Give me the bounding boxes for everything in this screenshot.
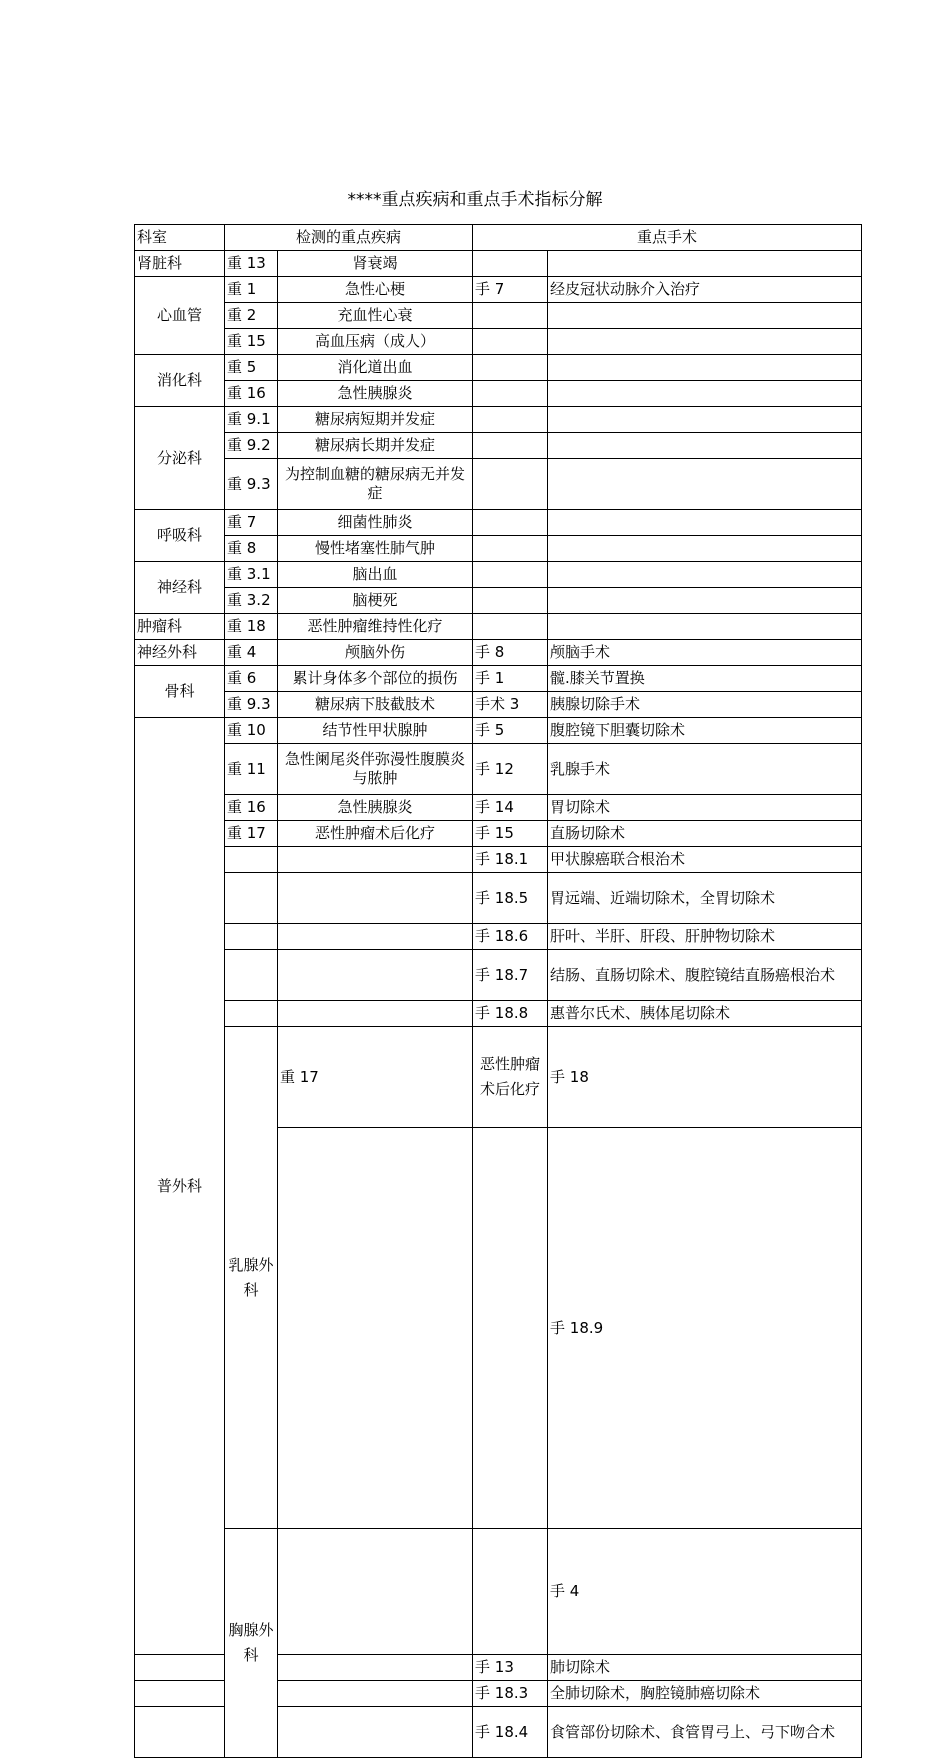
table-row <box>135 666 862 692</box>
surgery-code-cell: 手 1 <box>473 666 548 692</box>
table-row <box>135 795 862 821</box>
disease-code-cell: 重 11 <box>225 744 278 795</box>
surgery-code-cell <box>473 381 548 407</box>
disease-name-cell: 肾衰竭 <box>278 251 473 277</box>
surgery-code-cell <box>473 355 548 381</box>
disease-name-cell: 糖尿病下肢截肢术 <box>278 692 473 718</box>
table-row <box>135 588 862 614</box>
disease-name-cell <box>278 950 473 1001</box>
disease-code-cell: 重 9.1 <box>225 407 278 433</box>
surgery-name-cell <box>548 329 862 355</box>
dept-cell: 肾脏科 <box>135 251 225 277</box>
surgery-name-cell: 胃远端、近端切除术，全胃切除术 <box>548 873 862 924</box>
disease-code-cell <box>225 950 278 1001</box>
table-row <box>135 433 862 459</box>
surgery-code-cell: 手 4 <box>548 1529 862 1655</box>
disease-name-cell <box>473 1128 548 1529</box>
surgery-name-cell <box>548 381 862 407</box>
table-row <box>135 1529 862 1655</box>
table-row <box>135 1027 862 1128</box>
table-row <box>135 562 862 588</box>
table-row <box>135 329 862 355</box>
dept-cell: 骨科 <box>135 666 225 718</box>
disease-name-cell <box>278 1001 473 1027</box>
header-surgery: 重点手术 <box>473 225 862 251</box>
surgery-name-cell <box>548 588 862 614</box>
table-row <box>135 303 862 329</box>
disease-name-cell <box>278 1681 473 1707</box>
disease-name-cell: 脑出血 <box>278 562 473 588</box>
dept-cell: 普外科 <box>135 718 225 1655</box>
surgery-code-cell <box>473 329 548 355</box>
disease-code-cell: 重 9.2 <box>225 433 278 459</box>
surgery-code-cell: 手 18 <box>548 1027 862 1128</box>
dept-cell: 分泌科 <box>135 407 225 510</box>
dept-cell: 神经外科 <box>135 640 225 666</box>
table-row <box>135 821 862 847</box>
table-row <box>135 744 862 795</box>
disease-name-cell: 慢性堵塞性肺气肿 <box>278 536 473 562</box>
table-row <box>135 251 862 277</box>
surgery-name-cell: 乳腺手术 <box>548 744 862 795</box>
surgery-code-cell <box>473 588 548 614</box>
disease-name-cell: 累计身体多个部位的损伤 <box>278 666 473 692</box>
table-row <box>135 355 862 381</box>
surgery-name-cell: 全肺切除术，胸腔镜肺癌切除术 <box>548 1681 862 1707</box>
disease-name-cell: 糖尿病长期并发症 <box>278 433 473 459</box>
surgery-name-cell: 食管部份切除术、食管胃弓上、弓下吻合术 <box>548 1707 862 1758</box>
disease-name-cell: 高血压病（成人） <box>278 329 473 355</box>
surgery-code-cell: 手 18.8 <box>473 1001 548 1027</box>
surgery-code-cell: 手 18.1 <box>473 847 548 873</box>
dept-cell: 神经科 <box>135 562 225 614</box>
surgery-code-cell: 手 18.6 <box>473 924 548 950</box>
header-dept: 科室 <box>135 225 225 251</box>
disease-code-cell: 重 17 <box>278 1027 473 1128</box>
disease-name-cell <box>278 873 473 924</box>
disease-code-cell: 重 1 <box>225 277 278 303</box>
disease-name-cell: 急性阑尾炎伴弥漫性腹膜炎与脓肿 <box>278 744 473 795</box>
surgery-name-cell <box>548 510 862 536</box>
table-row <box>135 950 862 1001</box>
surgery-name-cell: 惠普尔氏术、胰体尾切除术 <box>548 1001 862 1027</box>
disease-name-cell <box>278 847 473 873</box>
header-row <box>135 225 862 251</box>
surgery-name-cell: 肝叶、半肝、肝段、肝肿物切除术 <box>548 924 862 950</box>
disease-name-cell <box>473 1529 548 1655</box>
surgery-code-cell <box>473 536 548 562</box>
table-row <box>135 614 862 640</box>
surgery-code-cell: 手 18.4 <box>473 1707 548 1758</box>
disease-code-cell: 重 3.2 <box>225 588 278 614</box>
surgery-code-cell <box>473 303 548 329</box>
surgery-name-cell: 甲状腺癌联合根治术 <box>548 847 862 873</box>
surgery-name-cell: 髋.膝关节置换 <box>548 666 862 692</box>
dept-cell: 心血管 <box>135 277 225 355</box>
surgery-name-cell: 结肠、直肠切除术、腹腔镜结直肠癌根治术 <box>548 950 862 1001</box>
table-row <box>135 1001 862 1027</box>
disease-code-cell: 重 16 <box>225 795 278 821</box>
disease-code-cell: 重 4 <box>225 640 278 666</box>
disease-name-cell: 急性胰腺炎 <box>278 381 473 407</box>
table-row <box>135 459 862 510</box>
disease-code-cell: 重 8 <box>225 536 278 562</box>
table-row <box>135 536 862 562</box>
surgery-name-cell <box>548 562 862 588</box>
dept-cell: 肿瘤科 <box>135 614 225 640</box>
surgery-code-cell: 手 7 <box>473 277 548 303</box>
surgery-code-cell: 手 8 <box>473 640 548 666</box>
disease-code-cell: 重 15 <box>225 329 278 355</box>
surgery-name-cell: 颅脑手术 <box>548 640 862 666</box>
surgery-name-cell <box>548 303 862 329</box>
disease-name-cell: 为控制血糖的糖尿病无并发症 <box>278 459 473 510</box>
indicator-table <box>134 224 862 1758</box>
disease-name-cell <box>278 1655 473 1681</box>
table-row <box>135 510 862 536</box>
disease-code-cell <box>135 1655 225 1681</box>
surgery-code-cell <box>473 433 548 459</box>
disease-name-cell <box>278 1707 473 1758</box>
surgery-code-cell <box>473 459 548 510</box>
disease-code-cell: 重 3.1 <box>225 562 278 588</box>
surgery-name-cell: 腹腔镜下胆囊切除术 <box>548 718 862 744</box>
surgery-code-cell: 手 13 <box>473 1655 548 1681</box>
surgery-name-cell <box>548 614 862 640</box>
disease-code-cell: 重 17 <box>225 821 278 847</box>
disease-code-cell <box>225 1001 278 1027</box>
disease-name-cell: 充血性心衰 <box>278 303 473 329</box>
disease-code-cell: 重 9.3 <box>225 692 278 718</box>
disease-name-cell: 恶性肿瘤维持性化疗 <box>278 614 473 640</box>
disease-name-cell: 急性心梗 <box>278 277 473 303</box>
surgery-code-cell: 手 12 <box>473 744 548 795</box>
dept-cell: 胸腺外科 <box>225 1529 278 1758</box>
table-row <box>135 277 862 303</box>
surgery-code-cell <box>473 614 548 640</box>
surgery-name-cell: 胰腺切除手术 <box>548 692 862 718</box>
disease-code-cell: 重 2 <box>225 303 278 329</box>
surgery-code-cell: 手 15 <box>473 821 548 847</box>
surgery-name-cell: 胃切除术 <box>548 795 862 821</box>
disease-name-cell: 糖尿病短期并发症 <box>278 407 473 433</box>
surgery-name-cell <box>548 355 862 381</box>
table-row <box>135 407 862 433</box>
surgery-code-cell <box>473 251 548 277</box>
disease-name-cell: 脑梗死 <box>278 588 473 614</box>
disease-code-cell: 重 13 <box>225 251 278 277</box>
disease-code-cell: 重 9.3 <box>225 459 278 510</box>
table-row <box>135 692 862 718</box>
surgery-code-cell: 手 5 <box>473 718 548 744</box>
disease-code-cell: 重 18 <box>225 614 278 640</box>
surgery-name-cell <box>548 433 862 459</box>
disease-name-cell <box>278 924 473 950</box>
table-row <box>135 718 862 744</box>
surgery-name-cell: 经皮冠状动脉介入治疗 <box>548 277 862 303</box>
disease-code-cell <box>278 1128 473 1529</box>
surgery-code-cell <box>473 510 548 536</box>
table-row <box>135 381 862 407</box>
surgery-code-cell: 手 18.9 <box>548 1128 862 1529</box>
header-disease: 检测的重点疾病 <box>225 225 473 251</box>
surgery-code-cell: 手 14 <box>473 795 548 821</box>
disease-code-cell: 重 10 <box>225 718 278 744</box>
disease-code-cell <box>135 1681 225 1707</box>
disease-code-cell <box>225 873 278 924</box>
dept-cell: 呼吸科 <box>135 510 225 562</box>
surgery-name-cell <box>548 536 862 562</box>
surgery-name-cell: 直肠切除术 <box>548 821 862 847</box>
disease-name-cell: 恶性肿瘤术后化疗 <box>278 821 473 847</box>
disease-name-cell: 颅脑外伤 <box>278 640 473 666</box>
disease-code-cell: 重 5 <box>225 355 278 381</box>
disease-name-cell: 恶性肿瘤术后化疗 <box>473 1027 548 1128</box>
surgery-code-cell: 手 18.3 <box>473 1681 548 1707</box>
table-row <box>135 847 862 873</box>
disease-code-cell: 重 6 <box>225 666 278 692</box>
disease-name-cell: 急性胰腺炎 <box>278 795 473 821</box>
table-row <box>135 640 862 666</box>
surgery-name-cell <box>548 459 862 510</box>
dept-cell: 消化科 <box>135 355 225 407</box>
table-row <box>135 873 862 924</box>
table-body <box>135 225 862 1758</box>
surgery-code-cell <box>473 562 548 588</box>
surgery-code-cell: 手术 3 <box>473 692 548 718</box>
dept-cell: 乳腺外科 <box>225 1027 278 1529</box>
disease-code-cell <box>225 847 278 873</box>
table-row <box>135 924 862 950</box>
surgery-code-cell: 手 18.7 <box>473 950 548 1001</box>
surgery-code-cell <box>473 407 548 433</box>
surgery-code-cell: 手 18.5 <box>473 873 548 924</box>
disease-code-cell: 重 16 <box>225 381 278 407</box>
page-title: ****重点疾病和重点手术指标分解 <box>347 190 603 210</box>
disease-name-cell: 结节性甲状腺肿 <box>278 718 473 744</box>
disease-name-cell: 细菌性肺炎 <box>278 510 473 536</box>
disease-code-cell: 重 7 <box>225 510 278 536</box>
disease-name-cell: 消化道出血 <box>278 355 473 381</box>
disease-code-cell <box>225 924 278 950</box>
surgery-name-cell: 肺切除术 <box>548 1655 862 1681</box>
surgery-name-cell <box>548 251 862 277</box>
surgery-name-cell <box>548 407 862 433</box>
disease-code-cell <box>135 1707 225 1758</box>
disease-code-cell <box>278 1529 473 1655</box>
